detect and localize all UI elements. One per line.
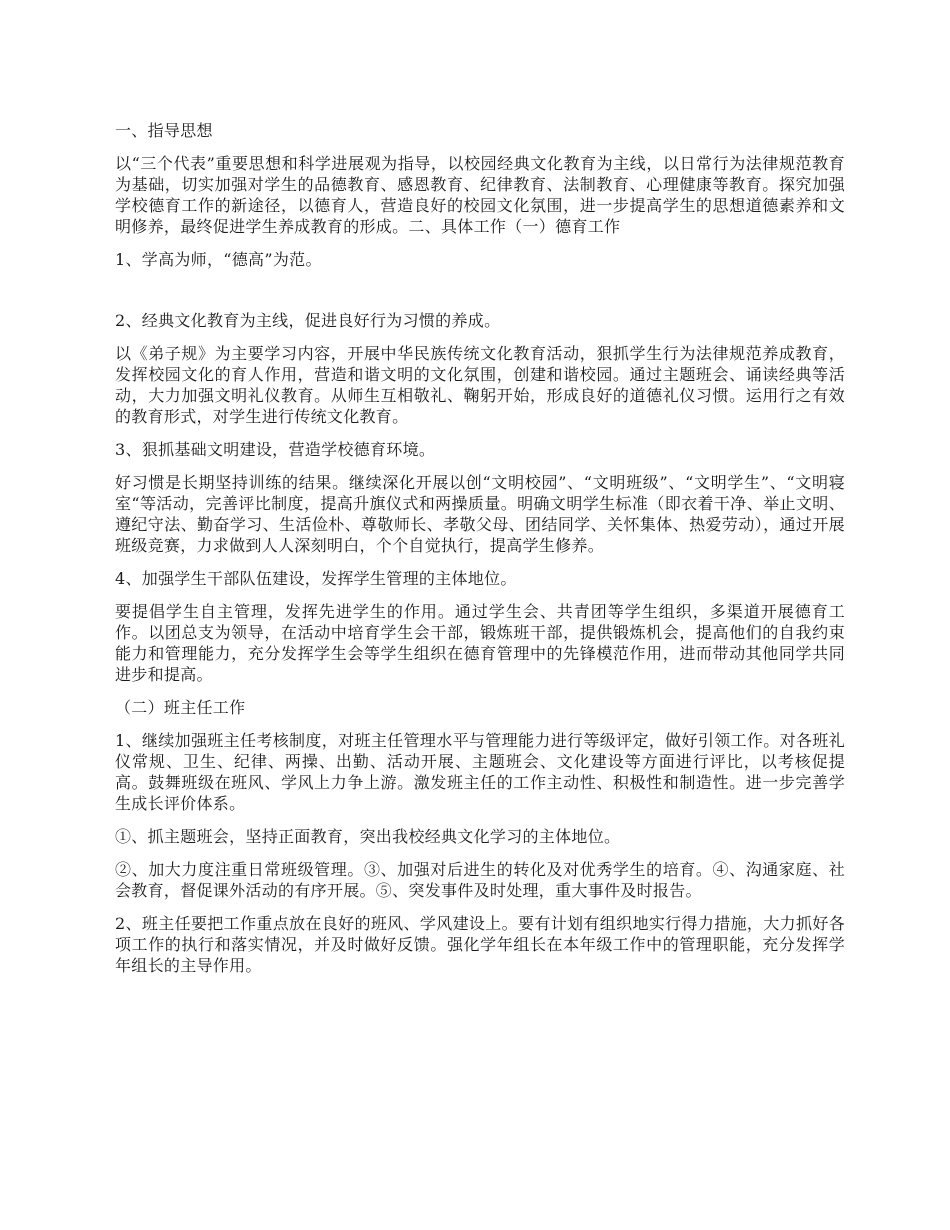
paragraph-student-cadres: 要提倡学生自主管理，发挥先进学生的作用。通过学生会、共青团等学生组织，多渠道开展德育工作。以团总支为领导，在活动中培育学生会干部，锻炼班干部，提供锻炼机会，提高他们的自我约束能力和管理能力，充分发挥学生会等学生组织在德育管理中的先锋模范作用，进而带动其他同学共同进步和提高。 (115, 602, 845, 684)
section-heading-guiding-thought: 一、指导思想 (115, 121, 213, 140)
item-teacher-virtue: 1、学高为师，“德高”为范。 (115, 250, 322, 269)
paragraph-class-style: 2、班主任要把工作重点放在良好的班风、学风建设上。要有计划有组织地实行得力措施，大力抓好各项工作的执行和落实情况，并及时做好反馈。强化学年组长在本年级工作中的管理职能，充分发挥学年组长的主导作用。 (115, 914, 845, 975)
document-page (115, 120, 845, 988)
item-student-cadres: 4、加强学生干部队伍建设，发挥学生管理的主体地位。 (115, 569, 517, 588)
paragraph-guiding-thought: 以“三个代表”重要思想和科学进展观为指导，以校园经典文化教育为主线，以日常行为法律规范教育为基础，切实加强对学生的品德教育、感恩教育、纪律教育、法制教育、心理健康等教育。探究加强学校德育工作的新途径，以德育人，营造良好的校园文化氛围，进一步提高学生的思想道德素养和文明修养，最终促进学生养成教育的形成。二、具体工作（一）德育工作 (115, 154, 845, 236)
item-classic-culture: 2、经典文化教育为主线，促进良好行为习惯的养成。 (115, 311, 501, 330)
paragraph-class-management: ②、加大力度注重日常班级管理。③、加强对后进生的转化及对优秀学生的培育。④、沟通家庭、社会教育，督促课外活动的有序开展。⑤、突发事件及时处理，重大事件及时报告。 (115, 860, 845, 900)
section-heading-class-teacher: （二）班主任工作 (115, 698, 246, 717)
paragraph-basic-civility: 好习惯是长期坚持训练的结果。继续深化开展以创“文明校园”、“文明班级”、“文明学生”、“文明寝室“等活动，完善评比制度，提高升旗仪式和两操质量。明确文明学生标准（即衣着干净、举止文明、遵纪守法、勤奋学习、生活俭朴、尊敬师长、孝敬父母、团结同学、关怀集体、热爱劳动），通过开展班级竞赛，力求做到人人深刻明白，个个自觉执行，提高学生修养。 (115, 473, 845, 555)
paragraph-classic-culture: 以《弟子规》为主要学习内容，开展中华民族传统文化教育活动，狠抓学生行为法律规范养成教育，发挥校园文化的育人作用，营造和谐文明的文化氛围，创建和谐校园。通过主题班会、诵读经典等活动，大力加强文明礼仪教育。从师生互相敬礼、鞠躬开始，形成良好的道德礼仪习惯。运用行之有效的教育形式，对学生进行传统文化教育。 (115, 344, 845, 426)
item-basic-civility: 3、狠抓基础文明建设，营造学校德育环境。 (115, 440, 436, 459)
paragraph-theme-meeting: ①、抓主题班会，坚持正面教育，突出我校经典文化学习的主体地位。 (115, 827, 621, 846)
blank-space (115, 282, 845, 310)
paragraph-class-teacher-assessment: 1、继续加强班主任考核制度，对班主任管理水平与管理能力进行等级评定，做好引领工作。对各班礼仪常规、卫生、纪律、两操、出勤、活动开展、主题班会、文化建设等方面进行评比，以考核促提高。鼓舞班级在班风、学风上力争上游。激发班主任的工作主动性、积极性和制造性。进一步完善学生成长评价体系。 (115, 731, 845, 813)
